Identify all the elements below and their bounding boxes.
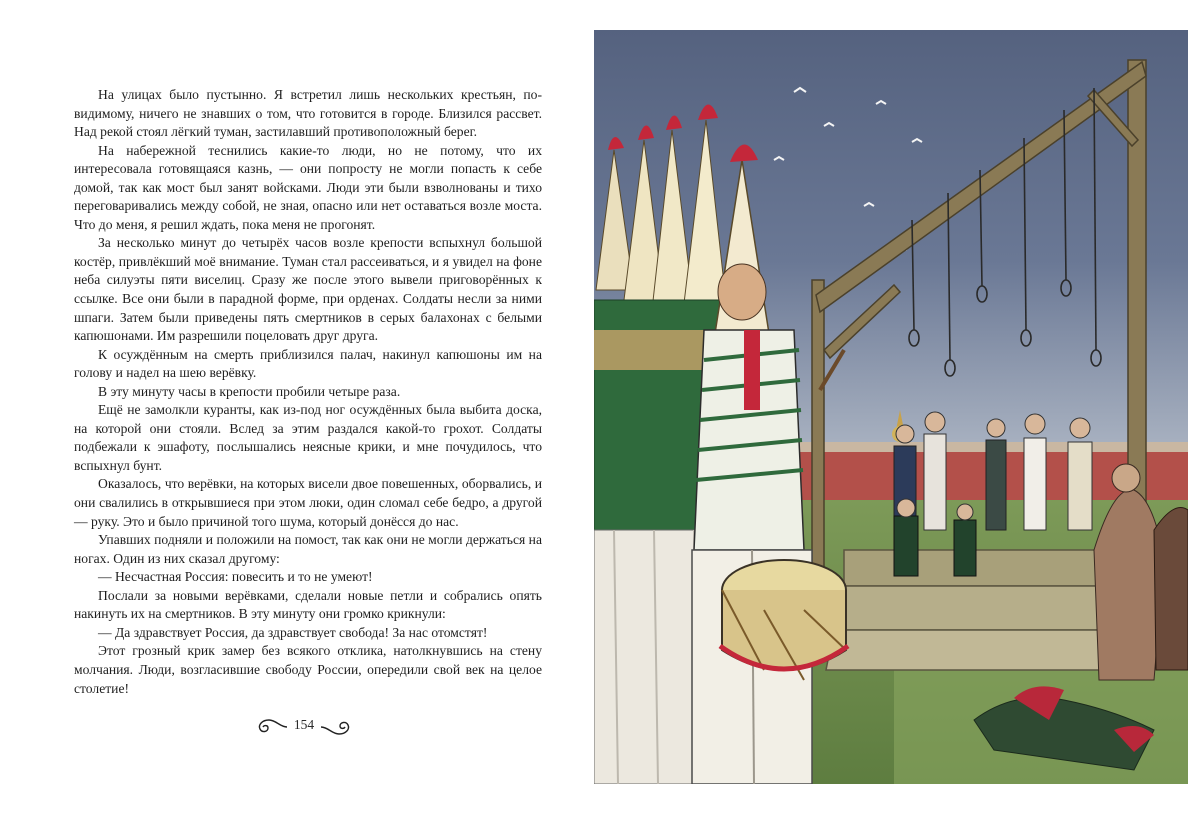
paragraph: На улицах было пустынно. Я встретил лишь нескольких крестьян, по-видимому, ничего не знавших о том, что готовится в городе. Близился рассвет. Над рекой стоял лёгкий туман, застилавший противоположный берег. — [74, 87, 542, 140]
page-number: 154 — [293, 717, 315, 732]
paragraph: Упавших подняли и положили на помост, так как они не могли держаться на ногах. Один из них сказал другому: — [74, 532, 542, 566]
paragraph: Этот грозный крик замер без всякого отклика, натолкнувшись на стену молчания. Люди, возгласившие свободу России, опередили свой век на целое столетие! — [74, 643, 542, 696]
paragraph: — Несчастная Россия: повесить и то не умеют! — [98, 569, 373, 585]
paragraph: В эту минуту часы в крепости пробили четыре раза. — [98, 383, 401, 399]
paragraph: Послали за новыми верёвками, сделали новые петли и собрались опять накинуть их на смертников. В эту минуту они громко крикнули: — [74, 587, 542, 622]
left-flourish-icon — [254, 716, 288, 738]
execution-illustration — [594, 30, 1188, 784]
paragraph: К осуждённым на смерть приблизился палач, накинул капюшоны им на голову и надел на шею верёвку. — [74, 346, 542, 381]
scaffold-platform — [826, 550, 1134, 670]
text-column — [74, 86, 542, 698]
paragraph: Ещё не замолкли куранты, как из-под ног осуждённых была выбита доска, на которой они стояли. Вслед за этим раздался какой-то грохот. Солдаты подбежали к эшафоту, послышались неясные крики, и мне почудилось, что вспыхнул бунт. — [74, 402, 542, 473]
paragraph: Оказалось, что верёвки, на которых висели двое повешенных, оборвались, и они свалились в открывшиеся при этом люки, один сломал себе бедро, а другой — руку. Это и было причиной того шума, который донёсся до нас. — [74, 476, 542, 529]
paragraph: На набережной теснились какие-то люди, но не потому, что их интересовала готовящаяся казнь, — они попросту не могли попасть к себе домой, так как мост был занят войсками. Люди эти были взволнованы и тихо переговаривались между собой, не зная, опасно или нет оставаться возле моста. Что до меня, я решил ждать, пока меня не прогонят. — [74, 142, 542, 232]
right-flourish-icon — [320, 716, 354, 738]
paragraph: За несколько минут до четырёх часов возле крепости вспыхнул большой костёр, привлёкший моё внимание. Туман стал рассеиваться, и я увидел на фоне неба силуэты пяти виселиц. Сразу же после этого вывели приговорённых к ссылке. Все они были в парадной форме, при орденах. Солдаты несли за ними шпаги. Затем были приведены пять смертников в серых балахонах с белыми капюшонами. Им разрешили поцеловать друг друга. — [74, 235, 542, 344]
illustration-canvas — [594, 30, 1188, 784]
paragraph: — Да здравствует Россия, да здравствует свобода! За нас отомстят! — [98, 624, 488, 640]
page-folio — [254, 716, 354, 738]
